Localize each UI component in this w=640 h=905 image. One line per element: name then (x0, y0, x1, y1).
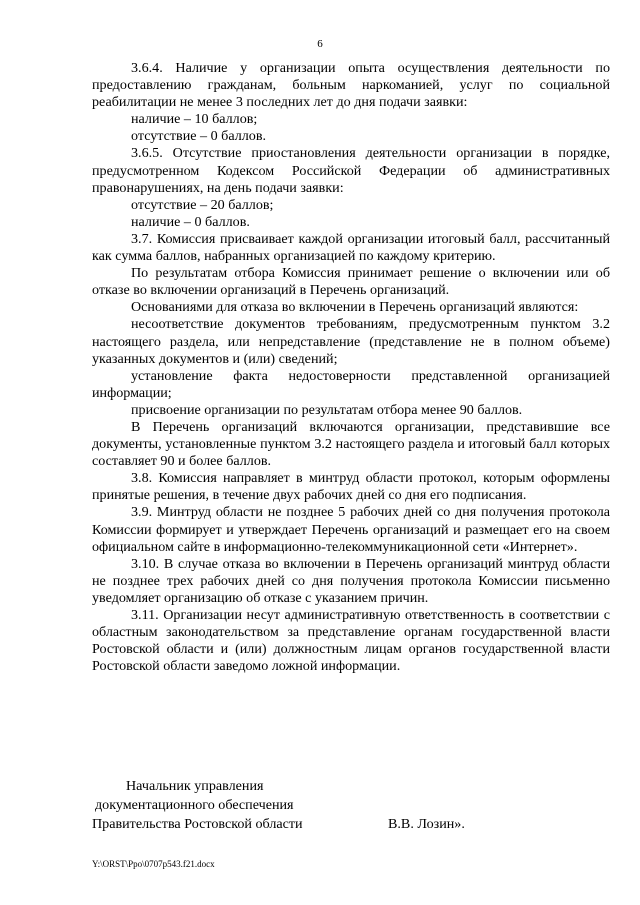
list-item: несоответствие документов требованиям, предусмотренным пунктом 3.2 настоящего раздела, или непредставление (представление не в полном объеме) указанных документов и (или) сведений; (92, 316, 610, 367)
signature-title-line2: документационного обеспечения (95, 797, 294, 813)
file-path-footer: Y:\ORST\Ppo\0707p543.f21.docx (92, 859, 215, 869)
page-number: 6 (317, 38, 323, 50)
signature-block (92, 777, 610, 834)
paragraph-3-7: 3.7. Комиссия присваивает каждой организации итоговый балл, рассчитанный как сумма баллов, набранных организацией по каждому критерию. (92, 230, 610, 265)
list-item: наличие – 0 баллов. (131, 213, 250, 230)
document-body (92, 60, 610, 675)
paragraph-3-6-4: 3.6.4. Наличие у организации опыта осуществления деятельности по предоставлению гражданам, больным наркоманией, услуг по социальной реабилитации не менее 3 последних лет до дня подачи заявки: (92, 60, 610, 111)
list-item: присвоение организации по результатам отбора менее 90 баллов. (131, 401, 523, 418)
list-item: отсутствие – 0 баллов. (131, 128, 267, 145)
paragraph-3-11: 3.11. Организации несут административную ответственность в соответствии с областным законодательством за представление органам государственной власти Ростовской области и (или) должностным лицам органов государственной власти Ростовской области заведомо ложной информации. (92, 607, 610, 675)
paragraph-3-8: 3.8. Комиссия направляет в минтруд области протокол, которым оформлены принятые решения, в течение двух рабочих дней со дня его подписания. (92, 470, 610, 504)
paragraph: Основаниями для отказа во включении в Перечень организаций являются: (131, 299, 579, 316)
list-item: установление факта недостоверности представленной организацией информации; (92, 367, 610, 401)
list-item: отсутствие – 20 баллов; (131, 196, 274, 213)
paragraph: По результатам отбора Комиссия принимает решение о включении или об отказе во включении организаций в Перечень организаций. (92, 265, 610, 299)
signature-title-line1: Начальник управления (126, 778, 264, 794)
paragraph-3-9: 3.9. Минтруд области не позднее 5 рабочих дней со дня получения протокола Комиссии формирует и утверждает Перечень организаций и размещает его на своем официальном сайте в информационно-телекоммуникационной сети «Интернет». (92, 504, 610, 555)
paragraph: В Перечень организаций включаются организации, представившие все документы, установленные пунктом 3.2 настоящего раздела и итоговый балл которых составляет 90 и более баллов. (92, 418, 610, 470)
paragraph-3-6-5: 3.6.5. Отсутствие приостановления деятельности организации в порядке, предусмотренном Кодексом Российской Федерации об административных правонарушениях, на день подачи заявки: (92, 145, 610, 196)
paragraph-3-10: 3.10. В случае отказа во включении в Перечень организаций минтруд области не позднее трех рабочих дней со дня получения протокола Комиссии письменно уведомляет организацию об отказе с указанием причин. (92, 555, 610, 606)
signatory-name: В.В. Лозин». (388, 816, 465, 832)
signature-title-line3: Правительства Ростовской области (92, 816, 303, 832)
list-item: наличие – 10 баллов; (131, 111, 258, 128)
